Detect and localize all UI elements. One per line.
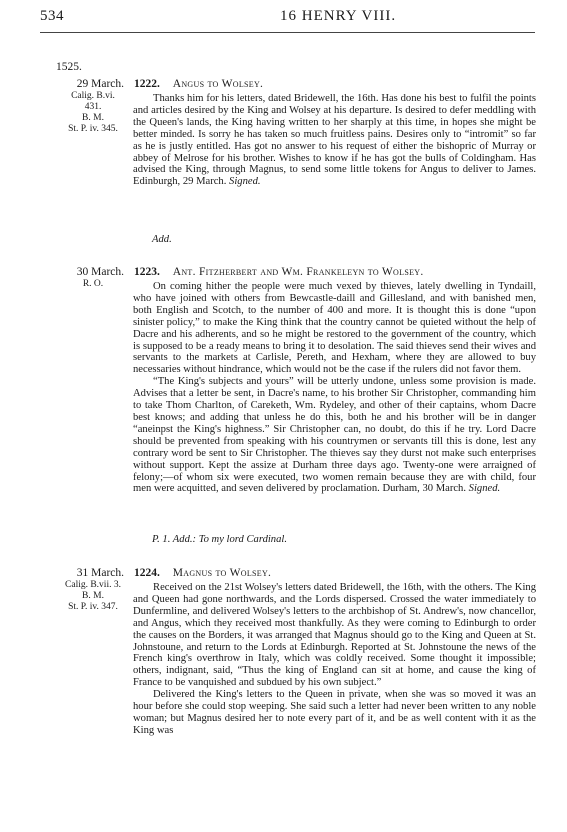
entry-paragraph: Received on the 21st Wolsey's letters dated Bridewell, the 16th, with the others. The King and Queen had gone northwards, and the Lords dispersed. Crossed the water immediately to Dunfermline, and delivered Wolsey's letters to the archbishop of St. Andrew's, now chancellor, and Angus, which they received most thankfully. As they were coming to Edinburgh to order the causes on the Borders, it was arranged that Magnus should go to the King and Queen at St. Johnstoune, and return to the Lords at Edinburgh. Reported at St. Johnstoune the news of the French king's overthrow in Italy, which was coldly received. Some thought it impossible; others, indignant, said, “Thus the king of England can sit at home, and cause the king of France to be vanquished and subdued by his own subject.” [133, 582, 536, 689]
entry-heading-1223 [134, 265, 424, 279]
entry-heading-1222 [134, 77, 263, 91]
margin-ref: St. P. iv. 345. [68, 124, 118, 134]
entry-paragraph: On coming hither the people were much vexed by thieves, lately dwelling in Tyndaill, who have joined with others from Bewcastle-daill and Gillesland, and with banished men, both English and Scotch, to the number of 400 and more. It is thought this is done “upon sinister policy,” to make the King think that the country cannot be quieted without the help of Dacre and his adherents, and so he might be restored to the government of the country, which is supposed to be a ready means to bring it to desolation. The said thieves send their wives and servants to the markets at Carlisle, Pereth, and Hexham, where they are allowed to buy necessaries without hindrance, which would not be the case if the rulers did not favor them. [133, 281, 536, 376]
entry-paragraph: Thanks him for his letters, dated Bridewell, the 16th. Has done his best to fulfil the points and articles desired by the King and Wolsey at his departure. Is desired to defer meddling with the Queen's lands, the King having written to her sharply at this time, in hopes she might be better minded. Is sorry he has taken so much fruitless pains. Desires only to “intromit” so far as he is justly entitled. Has got no answer to his request of either the bishopric of Murray or abbey of Melrose for his brother. Wishes to know if he has got the bulls of Coldingham. Has advised the King, through Magnus, to send some little tokens for Angus to deliver to James. Edinburgh, 29 March. Signed. [133, 93, 536, 188]
entry-paragraph: Delivered the King's letters to the Queen in private, when she was so moved it was an hour before she could stop weeping. She said such a letter had never been written to any noble woman; but Magnus desired her to note every part of it, and be as well content with it as the King was [133, 689, 536, 736]
entry-title: Angus to Wolsey. [172, 78, 264, 90]
header-rule [40, 32, 535, 33]
entry-paragraph: “The King's subjects and yours” will be utterly undone, unless some provision is made. Advises that a letter be sent, in Dacre's name, to his brother Sir Christopher, commanding him to take Thom Charlton, of Careketh, Wm. Rydeley, and other of their captains, whom Dacre best knows; and adding that unless he do this, both he and his brother will be in danger “aneinpst the King's highness.” Sir Christopher can, no doubt, do this if he try. Lord Dacre should be prevented from speaking with his countrymen or servants till this is done, lest any contrary word be sent to Sir Christopher. The thieves say they durst not make such enterprises without support. Kept the assize at Durham three days ago. Twenty-one were arraigned of felony;—of whom six were executed, two women remain because they are with child, four men were acquitted, and seven delivered by proclamation. Durham, 30 March. Signed. [133, 376, 536, 495]
margin-ref: 431. [84, 102, 102, 112]
signature: Signed. [468, 483, 501, 495]
entry-note-1222: Add. [152, 234, 172, 245]
margin-date: 30 March. [76, 266, 124, 278]
margin-note-1224 [44, 566, 124, 613]
entry-body-1224 [133, 582, 536, 737]
margin-date: 31 March. [76, 567, 124, 579]
watermark: ​ [267, 180, 300, 198]
entry-number: 1224. [134, 567, 160, 579]
margin-ref: B. M. [82, 591, 104, 601]
page-number: 534 [40, 8, 64, 24]
entry-body-1223 [133, 281, 536, 495]
entry-title: Ant. Fitzherbert and Wm. Frankeleyn to Wolsey. [172, 266, 424, 278]
margin-ref: B. M. [82, 113, 104, 123]
signature: Signed. [229, 176, 261, 188]
margin-ref: Calig. B.vii. 3. [65, 580, 121, 590]
entry-body-1222 [133, 93, 536, 188]
year: 1525. [56, 61, 82, 73]
running-title: 16 HENRY VIII. [280, 8, 397, 24]
margin-date: 29 March. [76, 78, 124, 90]
page-header [40, 8, 540, 30]
margin-ref: R. O. [82, 279, 104, 289]
entry-heading-1224 [134, 566, 271, 580]
entry-number: 1222. [134, 78, 160, 90]
entry-number: 1223. [134, 266, 160, 278]
entry-note-1223: P. 1. Add.: To my lord Cardinal. [152, 534, 287, 545]
entry-title: Magnus to Wolsey. [172, 567, 272, 579]
margin-note-1223 [44, 265, 124, 290]
margin-ref: Calig. B.vi. [71, 91, 115, 101]
margin-note-1222 [44, 77, 124, 135]
margin-ref: St. P. iv. 347. [68, 602, 118, 612]
